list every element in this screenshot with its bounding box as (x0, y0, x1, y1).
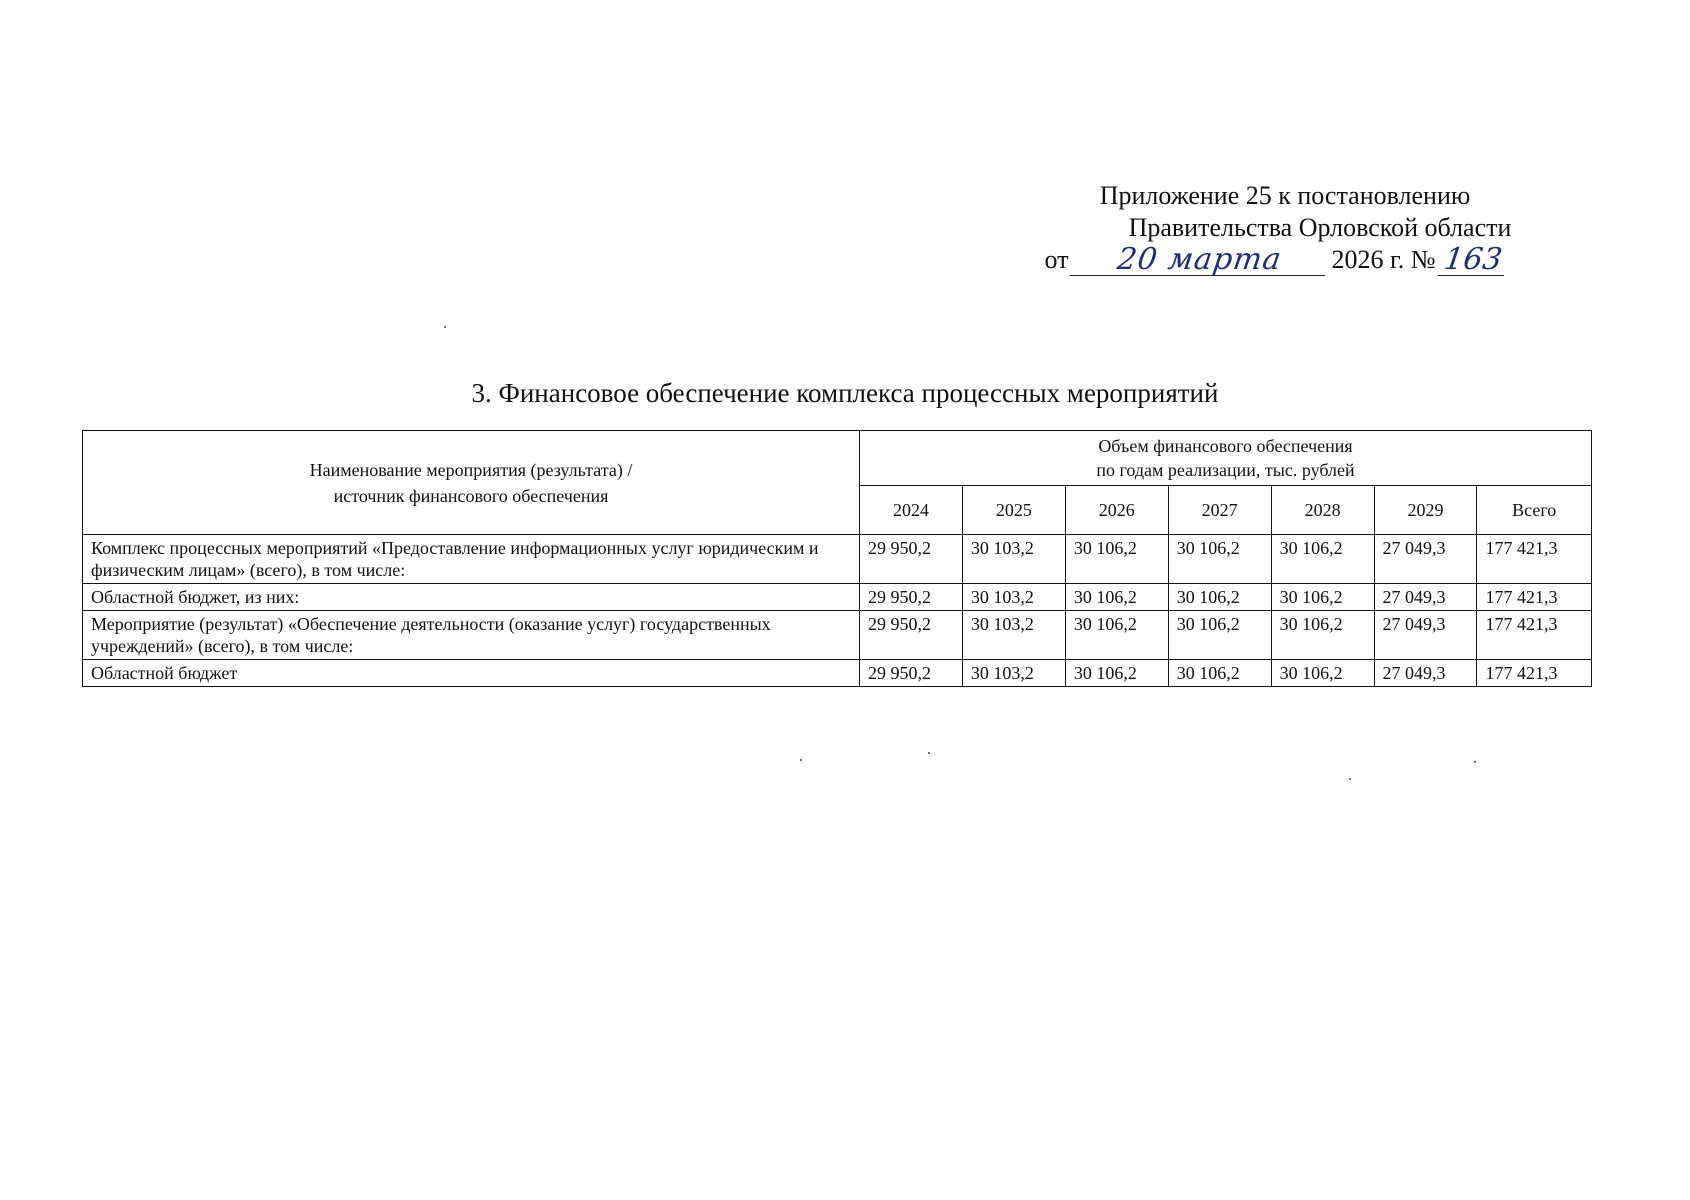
handwritten-number: 163 (1437, 245, 1507, 276)
from-label: от (1044, 245, 1069, 274)
table-row (83, 660, 1592, 687)
table-row (83, 584, 1592, 611)
appendix-header (1044, 180, 1580, 277)
cell-2028: 30 106,2 (1271, 611, 1374, 660)
table-row (83, 611, 1592, 660)
name-column-header (83, 431, 860, 535)
name-header-line-2: источник финансового обеспечения (333, 485, 609, 506)
cell-2024: 29 950,2 (860, 535, 963, 584)
financing-table (82, 430, 1592, 687)
cell-2028: 30 106,2 (1271, 660, 1374, 687)
cell-2028: 30 106,2 (1271, 535, 1374, 584)
cell-2029: 27 049,3 (1374, 535, 1477, 584)
total-header: Всего (1477, 486, 1592, 535)
cell-2027: 30 106,2 (1168, 660, 1271, 687)
cell-2025: 30 103,2 (962, 611, 1065, 660)
volume-column-header (860, 431, 1592, 486)
scan-speck (1474, 761, 1476, 763)
cell-2025: 30 103,2 (962, 584, 1065, 611)
year-number-label: 2026 г. № (1331, 245, 1436, 274)
scan-speck (928, 752, 930, 754)
name-header-line-1: Наименование мероприятия (результата) / (309, 459, 633, 480)
cell-2024: 29 950,2 (860, 660, 963, 687)
volume-header-line-1: Объем финансового обеспечения (1098, 436, 1353, 456)
cell-total: 177 421,3 (1477, 611, 1592, 660)
scan-speck (444, 326, 446, 328)
table-row (83, 535, 1592, 584)
cell-2027: 30 106,2 (1168, 584, 1271, 611)
cell-2026: 30 106,2 (1065, 660, 1168, 687)
year-header-2025: 2025 (962, 486, 1065, 535)
year-header-2024: 2024 (860, 486, 963, 535)
appendix-line-1: Приложение 25 к постановлению (1099, 181, 1471, 210)
section-title: 3. Финансовое обеспечение комплекса процессных мероприятий (471, 378, 1219, 408)
cell-2029: 27 049,3 (1374, 584, 1477, 611)
year-header-2028: 2028 (1271, 486, 1374, 535)
cell-total: 177 421,3 (1477, 535, 1592, 584)
cell-2029: 27 049,3 (1374, 611, 1477, 660)
cell-2027: 30 106,2 (1168, 535, 1271, 584)
cell-2026: 30 106,2 (1065, 535, 1168, 584)
cell-2025: 30 103,2 (962, 660, 1065, 687)
cell-2028: 30 106,2 (1271, 584, 1374, 611)
row-name: Комплекс процессных мероприятий «Предоставление информационных услуг юридическим и физическим лицам» (всего), в том числе: (83, 535, 860, 584)
appendix-line-2: Правительства Орловской области (1128, 213, 1512, 242)
scan-speck (800, 759, 802, 761)
cell-2024: 29 950,2 (860, 611, 963, 660)
appendix-date-line (970, 244, 1580, 276)
cell-2027: 30 106,2 (1168, 611, 1271, 660)
cell-2024: 29 950,2 (860, 584, 963, 611)
cell-2025: 30 103,2 (962, 535, 1065, 584)
volume-header-line-2: по годам реализации, тыс. рублей (1096, 460, 1355, 480)
cell-total: 177 421,3 (1477, 584, 1592, 611)
cell-total: 177 421,3 (1477, 660, 1592, 687)
handwritten-date: 20 марта (1070, 245, 1329, 276)
cell-2029: 27 049,3 (1374, 660, 1477, 687)
row-name: Мероприятие (результат) «Обеспечение деятельности (оказание услуг) государственных учреждений» (всего), в том числе: (83, 611, 860, 660)
cell-2026: 30 106,2 (1065, 584, 1168, 611)
row-name: Областной бюджет (83, 660, 860, 687)
row-name: Областной бюджет, из них: (83, 584, 860, 611)
scan-speck (1349, 778, 1351, 780)
cell-2026: 30 106,2 (1065, 611, 1168, 660)
year-header-2027: 2027 (1168, 486, 1271, 535)
year-header-2026: 2026 (1065, 486, 1168, 535)
year-header-2029: 2029 (1374, 486, 1477, 535)
